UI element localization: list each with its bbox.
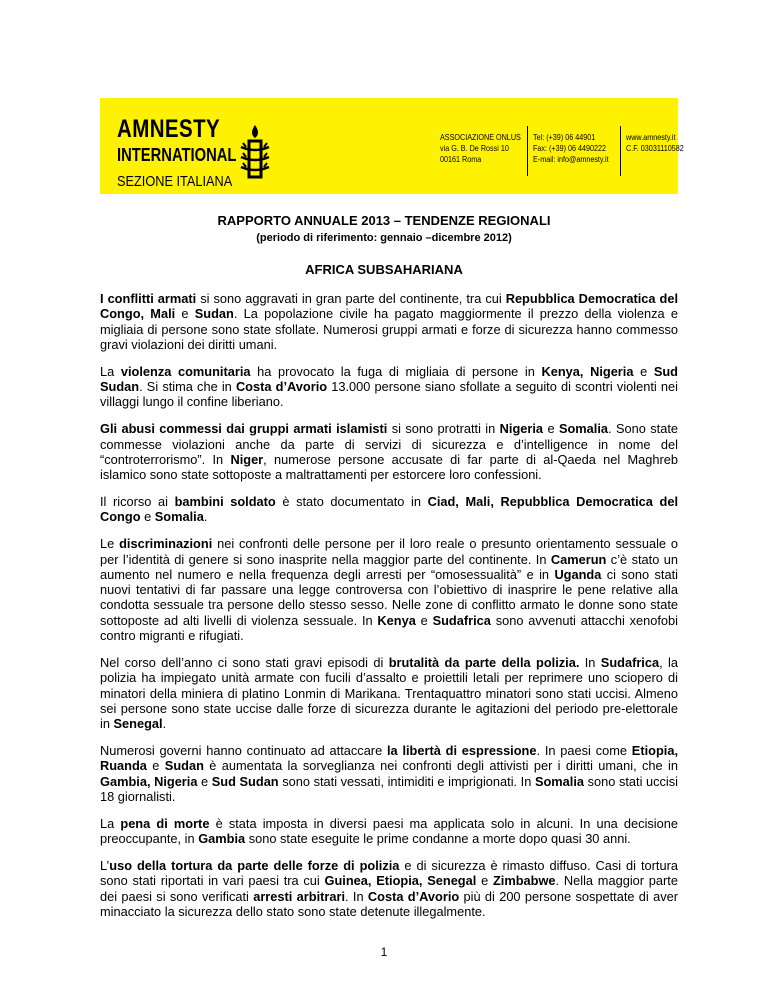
report-subtitle: (periodo di riferimento: gennaio –dicembre 2012)	[256, 232, 512, 244]
body-paragraph	[100, 364, 678, 410]
emphasis-text: Sud Sudan	[211, 773, 279, 789]
paragraph-text: Numerosi governi hanno continuato ad attaccare	[100, 742, 387, 758]
body-paragraph	[100, 858, 678, 919]
body-paragraph	[100, 743, 678, 804]
paragraph-text: c’è stato un aumento nel numero e nella frequenza degli arresti per “omosessualità” e in	[100, 551, 678, 582]
body-paragraph	[100, 655, 678, 731]
paragraph-text: La	[100, 815, 121, 831]
emphasis-text: Costa d’Avorio	[367, 888, 460, 904]
tax-code-line: C.F. 03031110582	[626, 144, 684, 153]
emphasis-text: Sud Sudan	[100, 363, 678, 395]
body-paragraph	[100, 816, 678, 847]
contact-block	[533, 132, 617, 165]
paragraph-text: , la polizia ha impiegato unità armate con fucili d’assalto e proiettili letali per reprimere uno sciopero di minatori della miniera di platino Lonmin di Marikana. Trentaquattro minatori sono stati uccisi. Almeno sei persone sono state uccise dalle forze di sicurezza durante le agitazioni del periodo pre-elettorale in	[100, 654, 678, 732]
emphasis-text: Sudafrica	[432, 612, 491, 628]
emphasis-text: Gambia, Nigeria	[100, 773, 198, 789]
paragraph-text: sono avvenuti attacchi xenofobi contro migranti e rifugiati.	[100, 612, 678, 644]
body-paragraph	[100, 421, 678, 482]
page-number: 1	[380, 945, 388, 959]
emphasis-text: Somalia	[154, 509, 204, 525]
paragraph-text: . Nella maggior parte dei paesi si sono verificati	[100, 873, 678, 904]
emphasis-text: Somalia	[558, 421, 609, 437]
report-body	[100, 291, 678, 931]
paragraph-text: . In paesi come	[536, 742, 632, 758]
paragraph-text: L’	[100, 857, 110, 873]
website-line: www.amnesty.it	[626, 133, 676, 142]
paragraph-text: e	[197, 773, 212, 789]
brand-section-name: SEZIONE ITALIANA	[117, 173, 233, 190]
paragraph-text: Le	[100, 536, 120, 552]
emphasis-text: discriminazioni	[119, 536, 213, 552]
paragraph-text: . Si stima che in	[139, 379, 236, 395]
emphasis-text: Sudan	[194, 306, 234, 322]
paragraph-text: nei confronti delle persone per il loro reale o presunto orientamento sessuale o per l’identità di genere si sono inasprite nella maggior parte del continente. In	[100, 536, 678, 567]
paragraph-text: ha provocato la fuga di migliaia di persone in	[250, 363, 542, 379]
emphasis-text: violenza comunitaria	[120, 363, 251, 379]
paragraph-text: 13.000 persone siano sfollate a seguito di scontri violenti nei villaggi lungo il confine liberiano.	[100, 379, 678, 410]
paragraph-text: , numerose persone accusate di far parte di al-Qaeda nel Maghreb islamico sono state sottoposte a maltrattamenti per estorcere loro confessioni.	[100, 451, 678, 483]
body-paragraph	[100, 494, 678, 525]
emphasis-text: Guinea, Etiopia, Senegal	[324, 873, 477, 889]
email-line: E-mail: info@amnesty.it	[533, 155, 609, 164]
emphasis-text: Niger	[230, 451, 264, 467]
paragraph-text: sono stati vessati, intimiditi e imprigionati. In	[278, 773, 535, 789]
paragraph-text: ci sono stati nuovi tentativi di far passare una legge controversa con l’obiettivo di inasprire le pene relative alla condotta sessuale tra persone dello stesso sesso. Nelle zone di conflitto armato le donne sono state sottoposte ad alti livelli di violenza sessuale. In	[100, 566, 678, 628]
paragraph-text: è stata imposta in diversi paesi ma applicata solo in alcuni. In una decisione preoccupante, in	[100, 815, 679, 847]
paragraph-text: e	[175, 306, 195, 322]
fax-line: Fax: (+39) 06 4490222	[533, 144, 607, 153]
address-line: 00161 Roma	[440, 155, 482, 164]
address-line: ASSOCIAZIONE ONLUS	[440, 133, 521, 142]
paragraph-text: e	[543, 421, 559, 437]
paragraph-text: si sono protratti in	[387, 421, 500, 437]
divider	[527, 126, 528, 176]
emphasis-text: la libertà di espressione	[386, 742, 537, 758]
emphasis-text: Kenya, Nigeria	[541, 363, 634, 379]
emphasis-text: I conflitti armati	[100, 291, 197, 306]
section-heading: AFRICA SUBSAHARIANA	[305, 262, 463, 277]
emphasis-text: Kenya	[377, 612, 416, 628]
brand-name-line1: AMNESTY	[117, 115, 221, 143]
emphasis-text: Sudan	[164, 758, 204, 774]
paragraph-text: e	[146, 758, 165, 774]
paragraph-text: e	[140, 509, 155, 525]
paragraph-text: e di sicurezza è rimasto diffuso. Casi di tortura sono stati riportati in vari paesi tra cui	[100, 857, 678, 889]
paragraph-text: In	[579, 654, 601, 670]
web-block	[626, 132, 690, 154]
emphasis-text: brutalità da parte della polizia.	[388, 654, 580, 670]
report-title: RAPPORTO ANNUALE 2013 – TENDENZE REGIONALI	[217, 213, 551, 228]
paragraph-text: più di 200 persone sospettate di aver minacciato la sicurezza dello stato sono state detenute illegalmente.	[100, 888, 678, 919]
emphasis-text: Ciad, Mali, Repubblica Democratica del Congo	[100, 494, 679, 525]
paragraph-text: e	[415, 612, 433, 628]
candle-barbed-wire-icon	[237, 123, 273, 183]
letterhead-banner	[100, 98, 684, 194]
body-paragraph	[100, 291, 678, 352]
paragraph-text: . Sono state commesse violazioni anche da parte di servizi di sicurezza e d’intelligence in nome del “controterrorismo”. In	[100, 421, 678, 467]
paragraph-text: .	[162, 716, 167, 732]
emphasis-text: Gli abusi commessi dai gruppi armati islamisti	[100, 421, 388, 437]
paragraph-text: e	[633, 363, 654, 379]
emphasis-text: Gambia	[198, 831, 246, 847]
paragraph-text: . La popolazione civile ha pagato maggiormente il prezzo della violenza e migliaia di persone sono state sfollate. Numerosi gruppi armati e forze di sicurezza hanno commesso gravi violazioni dei diritti umani.	[100, 306, 678, 352]
emphasis-text: bambini soldato	[174, 494, 276, 510]
emphasis-text: Sudafrica	[600, 654, 660, 670]
paragraph-text: . In	[345, 888, 368, 904]
emphasis-text: arresti arbitrari	[253, 888, 346, 904]
paragraph-text: Il ricorso ai	[100, 494, 175, 510]
emphasis-text: pena di morte	[120, 815, 210, 831]
emphasis-text: Somalia	[534, 773, 585, 789]
emphasis-text: Nigeria	[499, 421, 544, 437]
paragraph-text: è stato documentato in	[275, 494, 428, 510]
emphasis-text: Camerun	[550, 551, 607, 567]
phone-line: Tel: (+39) 06 44901	[533, 133, 596, 142]
emphasis-text: uso della tortura da parte delle forze di polizia	[109, 857, 400, 873]
emphasis-text: Repubblica Democratica del Congo, Mali	[100, 291, 679, 322]
brand-name-line2: INTERNATIONAL	[117, 145, 237, 165]
paragraph-text: si sono aggravati in gran parte del continente, tra cui	[196, 291, 506, 306]
paragraph-text: Nel corso dell’anno ci sono stati gravi episodi di	[100, 654, 389, 670]
body-paragraph	[100, 536, 678, 643]
emphasis-text: Senegal	[113, 716, 163, 732]
paragraph-text: sono stati uccisi 18 giornalisti.	[100, 773, 679, 804]
emphasis-text: Etiopia, Ruanda	[100, 742, 678, 774]
address-line: via G. B. De Rossi 10	[440, 144, 509, 153]
paragraph-text: .	[203, 509, 208, 525]
address-block	[440, 132, 530, 165]
paragraph-text: e	[476, 873, 493, 889]
emphasis-text: Uganda	[554, 566, 602, 582]
emphasis-text: Costa d’Avorio	[235, 379, 328, 395]
paragraph-text: La	[100, 363, 121, 379]
divider	[620, 126, 621, 176]
paragraph-text: sono state eseguite le prime condanne a morte dopo quasi 30 anni.	[245, 831, 631, 847]
emphasis-text: Zimbabwe	[492, 873, 556, 889]
amnesty-logo	[117, 115, 263, 190]
paragraph-text: è aumentata la sorveglianza nei confronti degli attivisti per i diritti umani, che in	[203, 758, 678, 774]
